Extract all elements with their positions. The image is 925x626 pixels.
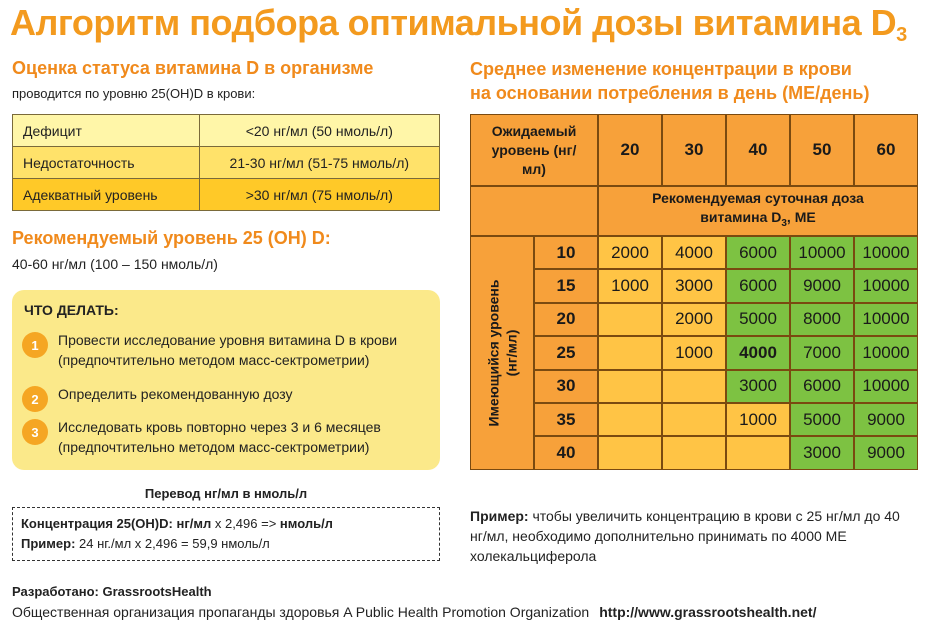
- dose-cell: 1000: [662, 336, 726, 369]
- todo-step-1: [22, 330, 428, 370]
- step-text: Определить рекомендованную дозу: [58, 386, 293, 402]
- recommended-value: 40-60 нг/мл (100 – 150 нмоль/л): [12, 256, 218, 272]
- current-level-label: [484, 279, 520, 426]
- page-title: [10, 2, 920, 47]
- status-label: Недостаточность: [13, 147, 200, 179]
- matrix-heading: [470, 57, 870, 105]
- dose-cell: [598, 303, 662, 336]
- status-heading: Оценка статуса витамина D в организме: [12, 58, 374, 78]
- step-text: Провести исследование уровня витамина D в крови (предпочтительно методом масс-сектрометрии): [58, 332, 398, 368]
- current-level-20: 20: [534, 303, 598, 336]
- step-number-badge: 3: [22, 419, 48, 445]
- dose-label-tail: , МЕ: [786, 209, 816, 226]
- step-text: Исследовать кровь повторно через 3 и 6 месяцев (предпочтительно методом масс-сектрометрии): [58, 419, 381, 455]
- dose-cell: 1000: [726, 403, 790, 436]
- expected-level-50: 50: [790, 114, 854, 186]
- dose-cell: [726, 436, 790, 469]
- dose-cell: 3000: [790, 436, 854, 469]
- todo-box: [12, 290, 440, 470]
- dose-label: [628, 189, 888, 233]
- dose-cell: [598, 370, 662, 403]
- status-label: Дефицит: [13, 115, 200, 147]
- current-level-15: 15: [534, 269, 598, 302]
- dose-cell: 5000: [790, 403, 854, 436]
- recommended-heading: Рекомендуемый уровень 25 (OH) D:: [12, 228, 331, 248]
- dose-cell: 9000: [790, 269, 854, 302]
- matrix-corner-blank: [470, 186, 598, 236]
- status-label: Адекватный уровень: [13, 179, 200, 211]
- current-level-10: 10: [534, 236, 598, 269]
- dose-cell: 6000: [726, 269, 790, 302]
- matrix-heading-line2: на основании потребления в день (МЕ/день): [470, 83, 870, 103]
- status-value: 21-30 нг/мл (51-75 нмоль/л): [199, 147, 439, 179]
- dose-cell: 10000: [854, 303, 918, 336]
- status-row-deficit: [13, 115, 440, 147]
- todo-step-3: [22, 417, 428, 457]
- current-level-35: 35: [534, 403, 598, 436]
- expected-level-20: 20: [598, 114, 662, 186]
- dose-cell: 10000: [790, 236, 854, 269]
- organization-line: [12, 604, 816, 620]
- current-level-25: 25: [534, 336, 598, 369]
- developer-credit: Разработано: GrassrootsHealth: [12, 584, 212, 599]
- status-value: <20 нг/мл (50 нмоль/л): [199, 115, 439, 147]
- current-level-header: [470, 236, 534, 470]
- conversion-title: Перевод нг/мл в нмоль/л: [144, 486, 308, 501]
- title-subscript: 3: [896, 24, 907, 46]
- expected-level-header: [470, 114, 598, 186]
- conversion-formula: [21, 514, 431, 534]
- dose-cell: [598, 436, 662, 469]
- dose-cell: 4000: [726, 336, 790, 369]
- organization-name: Общественная организация пропаганды здоровья A Public Health Promotion Organization: [12, 604, 590, 620]
- dose-cell: 10000: [854, 336, 918, 369]
- dose-cell: [662, 403, 726, 436]
- step-number-badge: 1: [22, 332, 48, 358]
- dose-matrix: [470, 114, 918, 470]
- dose-cell: 4000: [662, 236, 726, 269]
- dose-cell: 10000: [854, 370, 918, 403]
- matrix-heading-line1: Среднее изменение концентрации в крови: [470, 59, 852, 79]
- status-row-insufficiency: [13, 147, 440, 179]
- dose-cell: 1000: [598, 269, 662, 302]
- dose-cell: 9000: [854, 403, 918, 436]
- title-text: Алгоритм подбора оптимальной дозы витамина D: [10, 2, 897, 43]
- todo-title: ЧТО ДЕЛАТЬ:: [24, 302, 119, 318]
- dose-cell: [598, 403, 662, 436]
- dose-cell: 5000: [726, 303, 790, 336]
- dose-cell: 10000: [854, 236, 918, 269]
- dose-cell: 7000: [790, 336, 854, 369]
- formula-rest: x 2,496 =>: [211, 516, 280, 531]
- todo-step-2: [22, 384, 428, 412]
- dose-cell: 6000: [726, 236, 790, 269]
- matrix-example-label: Пример:: [470, 508, 529, 524]
- current-level-40: 40: [534, 436, 598, 469]
- dose-cell: 10000: [854, 269, 918, 302]
- dose-cell: [662, 370, 726, 403]
- dose-cell: 2000: [598, 236, 662, 269]
- formula-label: Концентрация 25(OH)D: нг/мл: [21, 516, 212, 531]
- dose-label-subscript: 3: [781, 217, 787, 229]
- status-row-adequate: [13, 179, 440, 211]
- status-value: >30 нг/мл (75 нмоль/л): [199, 179, 439, 211]
- dose-cell: 3000: [662, 269, 726, 302]
- step-number-badge: 2: [22, 386, 48, 412]
- expected-level-60: 60: [854, 114, 918, 186]
- expected-level-label: Ожидаемый уровень (нг/мл): [491, 122, 577, 177]
- matrix-example-text: чтобы увеличить концентрацию в крови с 25 нг/мл до 40 нг/мл, необходимо дополнительно принимать по 4000 МЕ холекальциферола: [470, 508, 900, 564]
- dose-cell: 3000: [726, 370, 790, 403]
- expected-level-40: 40: [726, 114, 790, 186]
- dose-label-header: [598, 186, 918, 236]
- dose-cell: 9000: [854, 436, 918, 469]
- example-text: 24 нг./мл x 2,496 = 59,9 нмоль/л: [75, 536, 270, 551]
- dose-cell: 6000: [790, 370, 854, 403]
- current-level-30: 30: [534, 370, 598, 403]
- expected-level-30: 30: [662, 114, 726, 186]
- status-table: [12, 114, 440, 211]
- formula-unit: нмоль/л: [279, 516, 333, 531]
- current-level-unit: (нг/мл): [503, 329, 520, 377]
- dose-cell: 8000: [790, 303, 854, 336]
- conversion-box: [12, 507, 440, 561]
- dose-label-text: Рекомендуемая суточная доза витамина D: [652, 190, 864, 226]
- dose-cell: [598, 336, 662, 369]
- dose-cell: [662, 436, 726, 469]
- matrix-example: [470, 506, 920, 566]
- conversion-example: [21, 534, 431, 554]
- dose-cell: 2000: [662, 303, 726, 336]
- status-subheading: проводится по уровню 25(OH)D в крови:: [12, 86, 256, 101]
- example-label: Пример:: [21, 536, 76, 551]
- website-link[interactable]: http://www.grassrootshealth.net/: [599, 604, 817, 620]
- current-level-label-text: Имеющийся уровень: [485, 279, 502, 427]
